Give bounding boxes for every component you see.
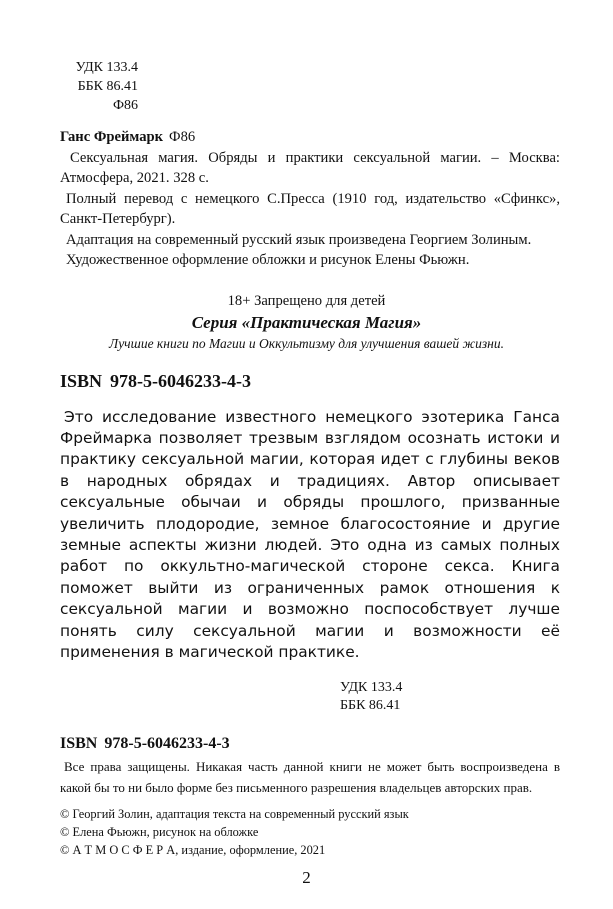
author-name: Ганс Фреймарк (60, 129, 164, 145)
copyright-list (60, 806, 560, 859)
age-rating: 18+ Запрещено для детей (227, 292, 386, 309)
author-mark: Ф86 (112, 98, 138, 113)
author-line (60, 127, 560, 148)
copyright-line: © Елена Фьюжн, рисунок на обложке (60, 824, 259, 839)
isbn-label: ISBN (60, 735, 98, 753)
rights-notice (60, 757, 560, 798)
copyright-line: © Георгий Золин, адаптация текста на современный русский язык (60, 807, 409, 822)
art-line: Художественное оформление обложки и рисунок Елены Фьюжн. (66, 252, 470, 268)
bbk-code: ББК 86.41 (77, 79, 138, 94)
isbn-number: 978-5-6046233-4-3 (104, 735, 230, 753)
classification-codes (56, 58, 138, 115)
abstract (60, 407, 560, 664)
isbn-bottom (60, 733, 560, 755)
title-line: Сексуальная магия. Обряды и практики сексуальной магии. – Москва: Атмосфера, 2021. 328 с. (60, 149, 560, 186)
copyright-line: © А Т М О С Ф Е Р А, издание, оформление, 2021 (60, 842, 326, 857)
author-mark-inline: Ф86 (169, 129, 196, 145)
page-number: 2 (302, 868, 311, 888)
abstract-text: Это исследование известного немецкого эзотерика Ганса Фреймарка позволяет трезвым взглядом осознать истоки и практику сексуальной магии, которая идет с глубины веков в народных обрядах и традициях. Автор описывает сексуальные обычаи и обряды прошлого, призванные увеличить плодородие, земное благосостояние и другие земные аспекты жизни людей. Это одна из самых полных работ по оккультно-магической стороне секса. Книга поможет выйти из ограниченных рамок отношения к сексуальной магии и возможно поспособствует лучше понять силу сексуальной магии и возможности её применения в магической практике. (60, 407, 560, 661)
series-title: Серия «Практическая Магия» (191, 312, 422, 332)
udk-code: УДК 133.4 (75, 60, 138, 75)
isbn-label: ISBN (60, 370, 103, 391)
adaptation-line: Адаптация на современный русский язык произведена Георгием Золиным. (66, 231, 532, 248)
footer-udk-code: УДК 133.4 (340, 680, 403, 696)
bibliographic-record (60, 127, 560, 271)
footer-bbk-code: ББК 86.41 (340, 698, 401, 714)
series-tagline: Лучшие книги по Магии и Оккультизму для улучшения вашей жизни. (109, 335, 504, 351)
rights-text: Все права защищены. Никакая часть данной книги не может быть воспроизведена в какой бы то ни было форме без письменного разрешения владельцев авторских прав. (60, 759, 560, 795)
translation-line: Полный перевод с немецкого С.Пресса (1910 год, издательство «Сфинкс», Санкт-Петербург). (60, 190, 560, 227)
isbn-top (60, 369, 560, 393)
footer-classification-codes (340, 679, 560, 715)
isbn-number: 978-5-6046233-4-3 (110, 370, 252, 391)
